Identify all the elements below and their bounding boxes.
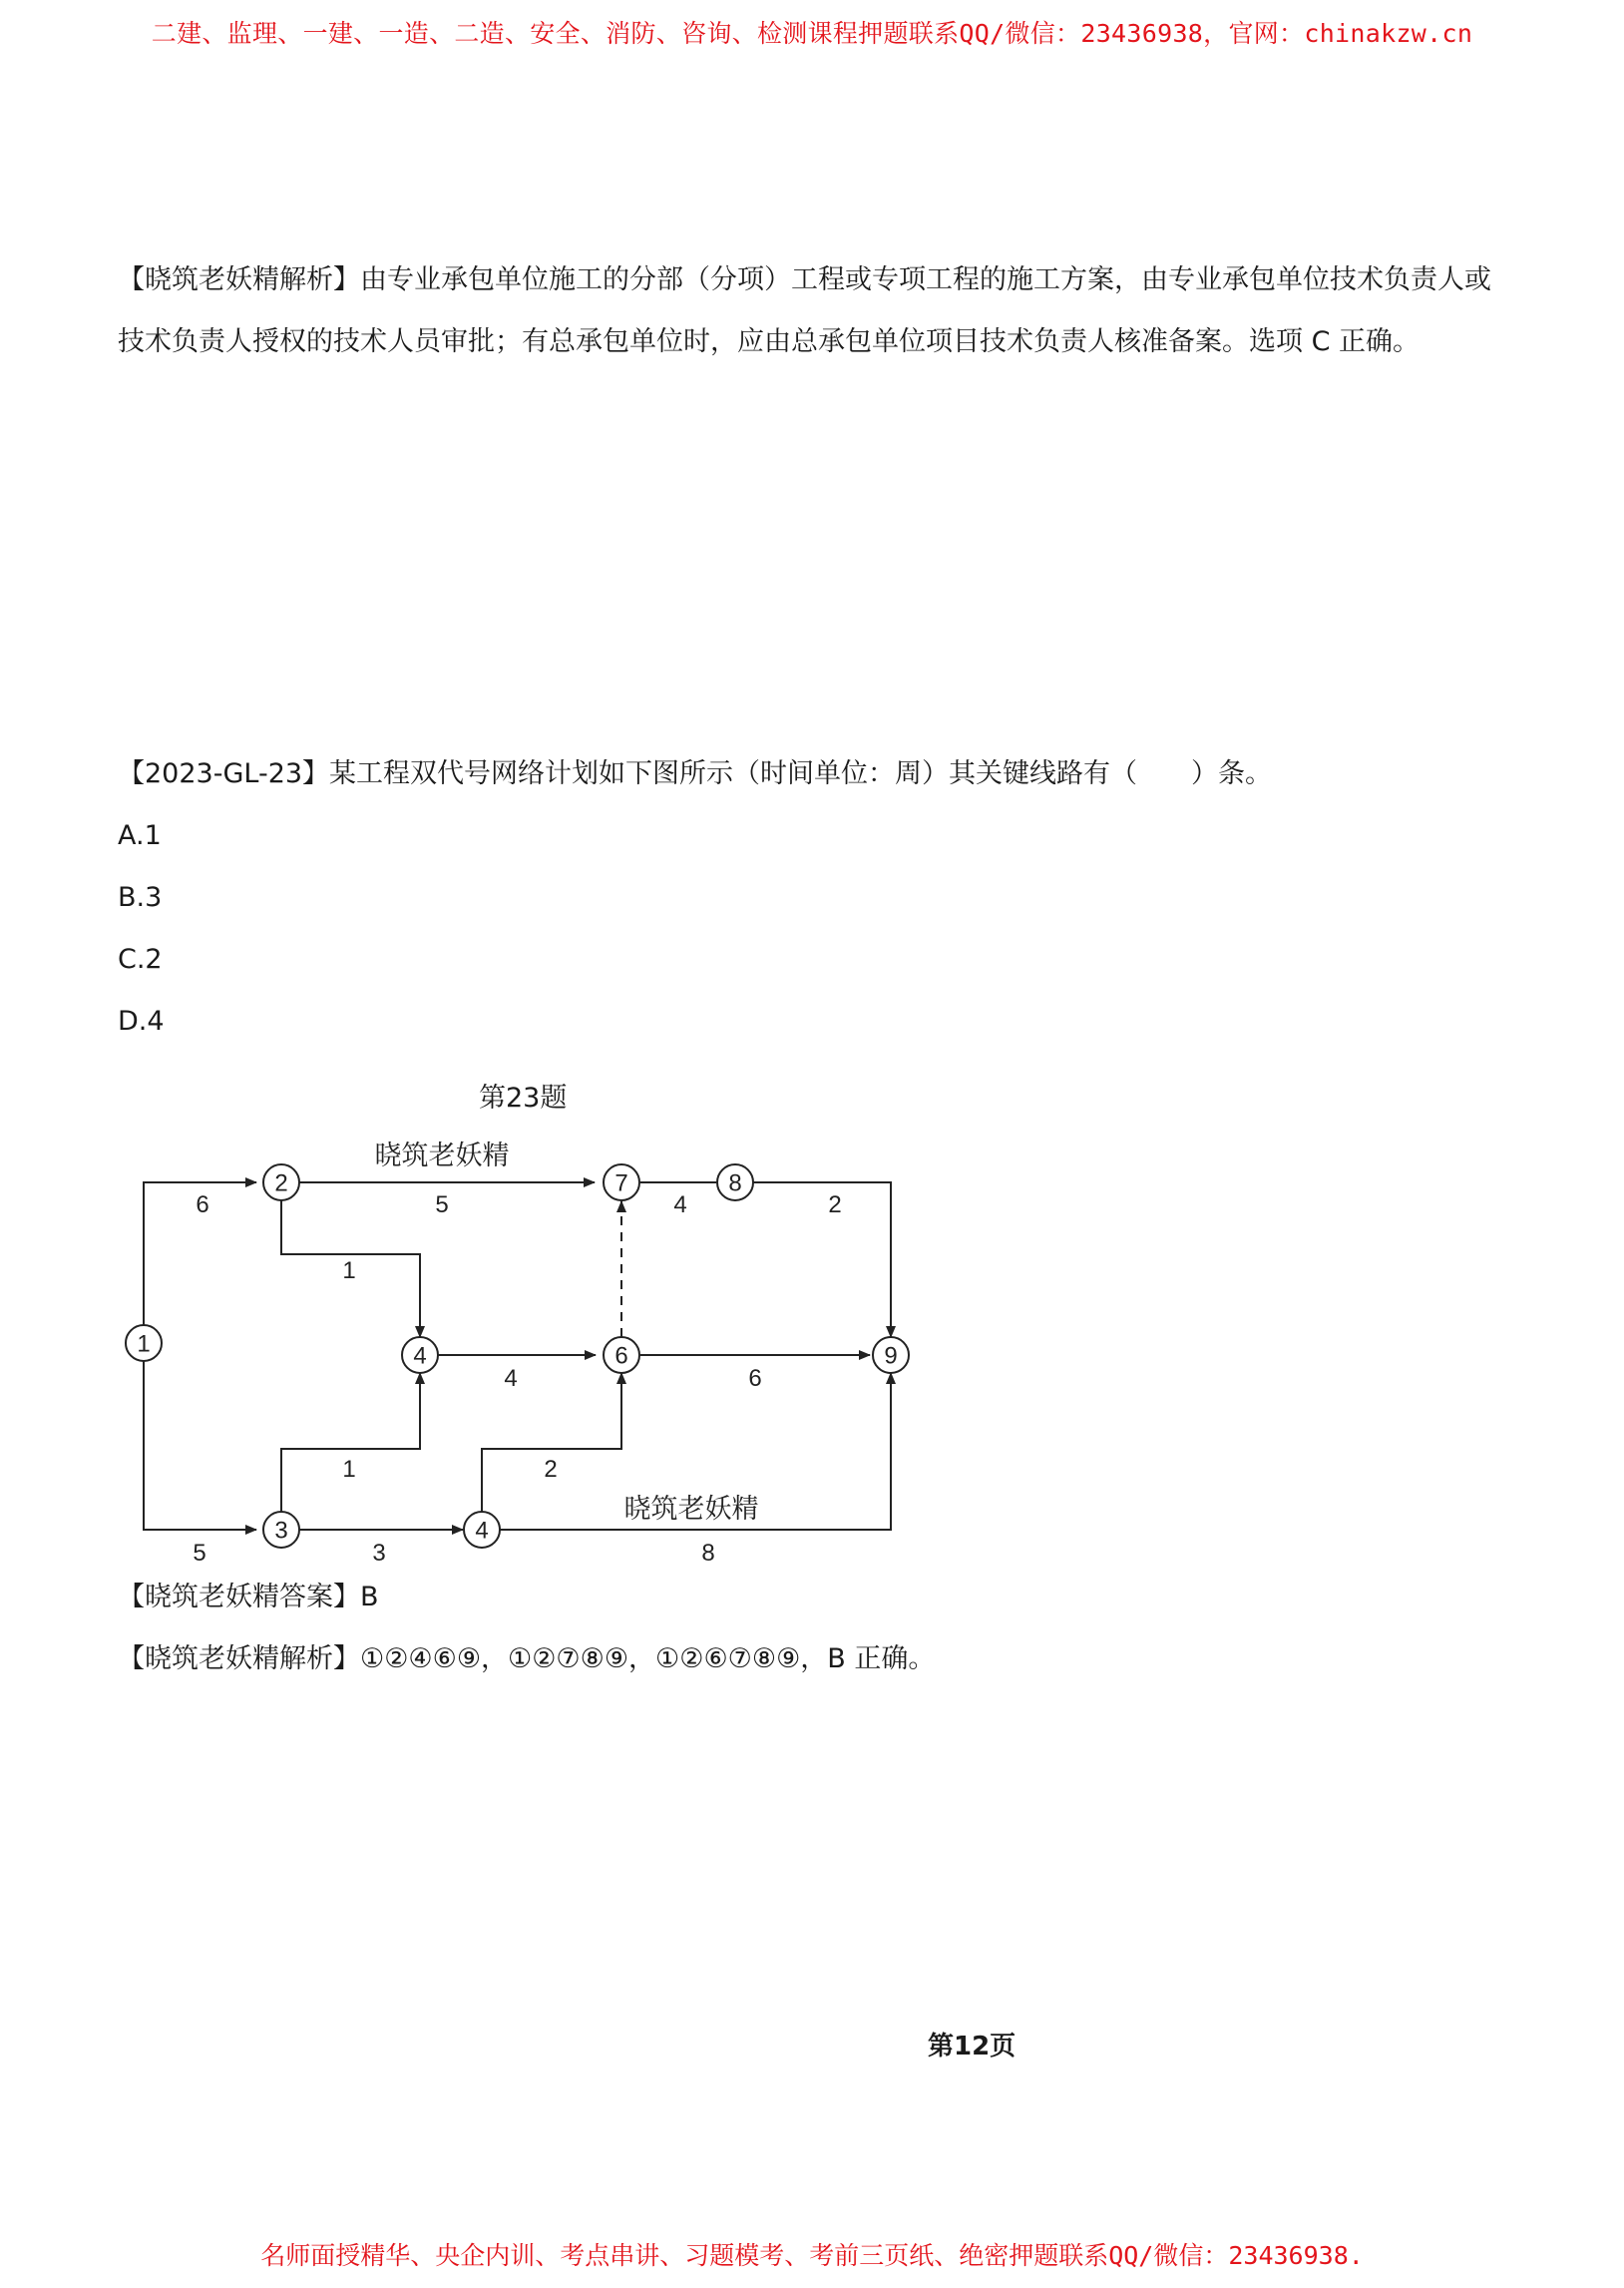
- node-8-label: 8: [728, 1169, 742, 1197]
- option-c: C.2: [118, 944, 163, 975]
- node-2-label: 2: [274, 1169, 288, 1197]
- duration-8-9: 2: [828, 1191, 842, 1218]
- watermark-bottom: 晓筑老妖精: [623, 1494, 759, 1524]
- previous-question-analysis: 【晓筑老妖精解析】由专业承包单位施工的分部（分项）工程或专项工程的施工方案，由专业承包单位技术负责人或技术负责人授权的技术人员审批；有总承包单位时，应由总承包单位项目技术负责人核准备案。选项 C 正确。: [118, 264, 1491, 357]
- duration-1-3: 5: [193, 1540, 206, 1567]
- arrow-8-9: [753, 1182, 891, 1337]
- option-d: D.4: [118, 1006, 165, 1037]
- node-7-label: 7: [614, 1169, 628, 1197]
- duration-4-6: 4: [504, 1365, 518, 1392]
- answer-line: 【晓筑老妖精答案】B: [118, 1582, 379, 1612]
- node-6-label: 6: [614, 1342, 628, 1370]
- footer-contact-banner: 名师面授精华、央企内训、考点串讲、习题模考、考前三页纸、绝密押题联系QQ/微信：23436938.: [260, 2241, 1364, 2270]
- duration-4b-6: 2: [544, 1456, 558, 1483]
- duration-1-2: 6: [196, 1191, 209, 1218]
- duration-3-4b: 3: [372, 1540, 386, 1567]
- node-3-label: 3: [274, 1517, 288, 1545]
- arrow-1-3: [144, 1357, 256, 1530]
- node-4b-label: 4: [475, 1517, 489, 1545]
- question-stem: 【2023-GL-23】某工程双代号网络计划如下图所示（时间单位：周）其关键线路有（ ）条。: [118, 758, 1273, 789]
- duration-3-4: 1: [342, 1456, 356, 1483]
- figure-title: 第23题: [479, 1083, 568, 1114]
- header-contact-banner: 二建、监理、一建、一造、二造、安全、消防、咨询、检测课程押题联系QQ/微信：23436938，官网：chinakzw.cn: [151, 19, 1473, 48]
- page-number: 第12页: [928, 2032, 1016, 2061]
- node-4-label: 4: [413, 1342, 427, 1370]
- duration-2-7: 5: [435, 1191, 449, 1218]
- network-diagram: [110, 1138, 928, 1577]
- duration-2-4: 1: [342, 1257, 356, 1284]
- option-b: B.3: [118, 882, 163, 913]
- duration-7-8: 4: [673, 1191, 687, 1218]
- node-1-label: 1: [137, 1330, 151, 1358]
- duration-6-9: 6: [748, 1365, 762, 1392]
- watermark-top: 晓筑老妖精: [374, 1141, 510, 1170]
- node-9-label: 9: [884, 1342, 898, 1370]
- analysis-line: 【晓筑老妖精解析】①②④⑥⑨，①②⑦⑧⑨，①②⑥⑦⑧⑨，B 正确。: [118, 1643, 936, 1674]
- arrow-3-4: [281, 1373, 420, 1512]
- option-a: A.1: [118, 820, 162, 851]
- arrow-4b-6: [482, 1373, 621, 1512]
- duration-4b-9: 8: [701, 1540, 715, 1567]
